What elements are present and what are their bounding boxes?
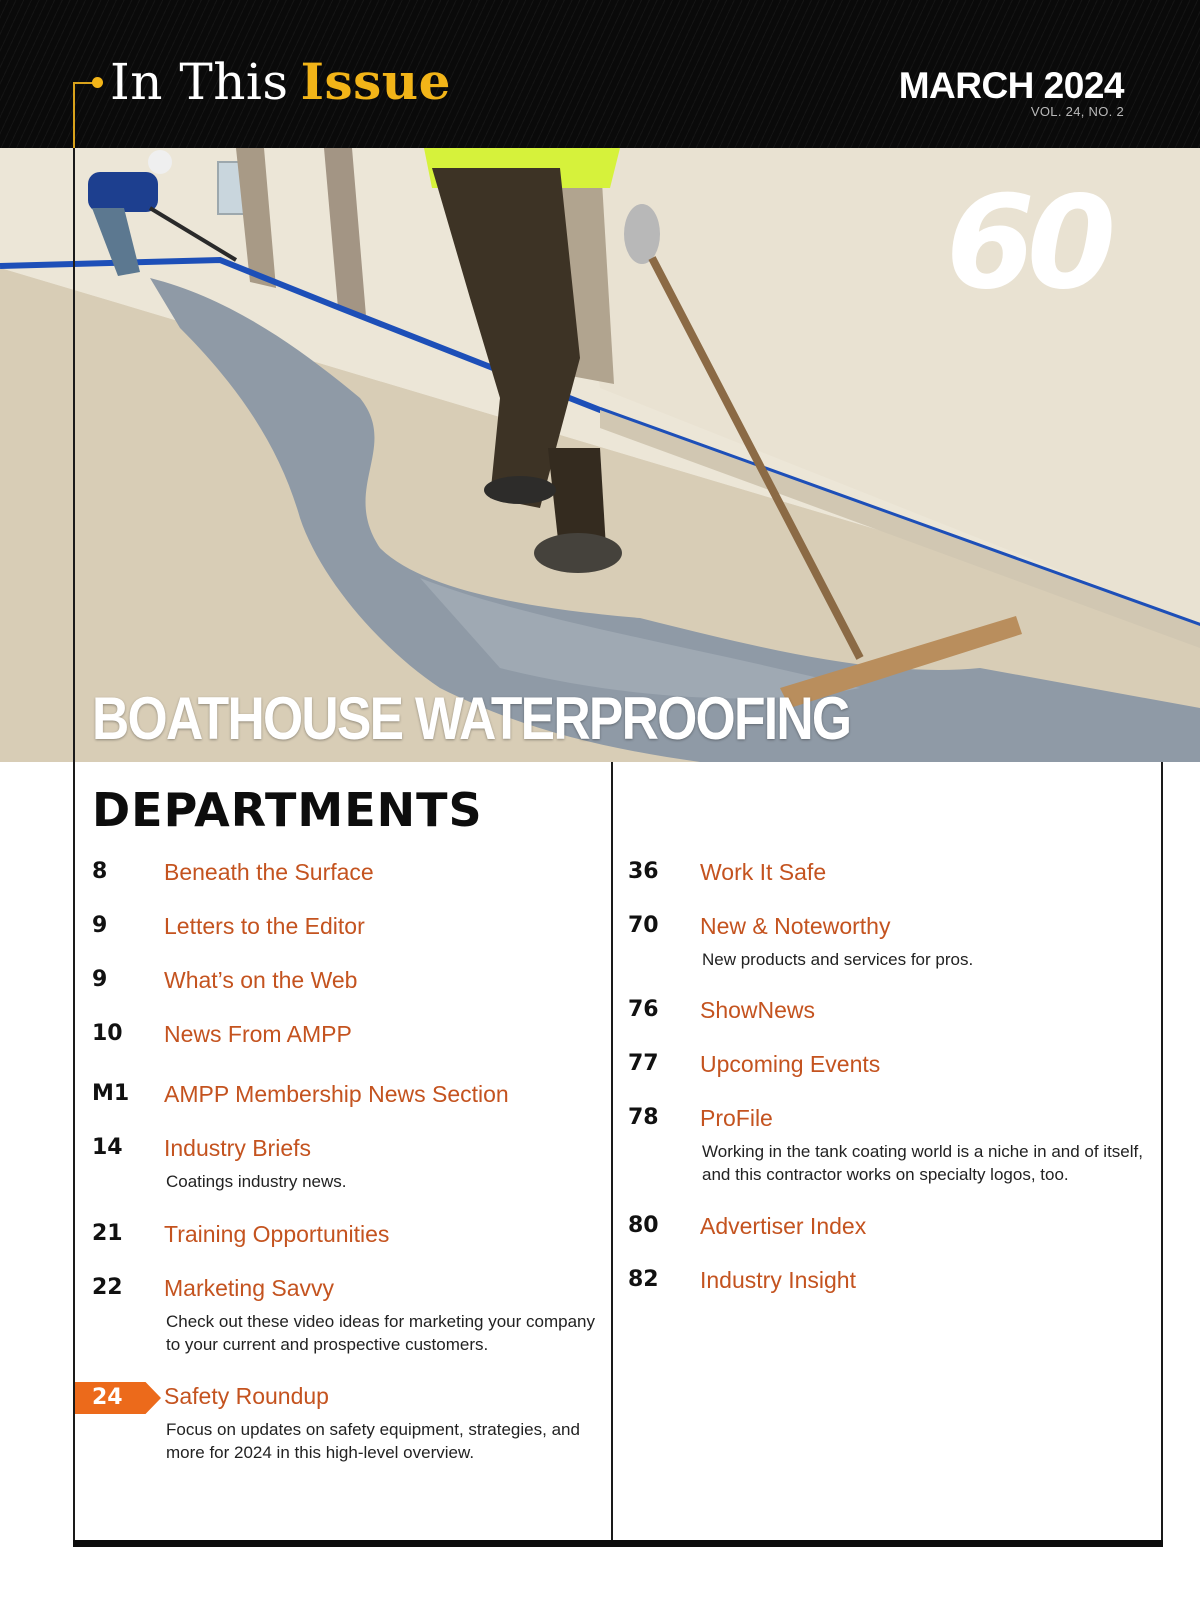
department-page-number: 8 — [92, 859, 108, 884]
department-title-link[interactable]: News From AMPP — [164, 1021, 352, 1047]
department-entry[interactable] — [92, 960, 604, 1014]
department-title-link[interactable]: Upcoming Events — [700, 1051, 881, 1077]
department-page-number: 21 — [92, 1221, 123, 1246]
department-entry[interactable] — [628, 1206, 1148, 1260]
department-page-number: 9 — [92, 967, 108, 992]
department-page-number: 36 — [628, 859, 659, 884]
department-title-link[interactable]: Beneath the Surface — [164, 859, 374, 885]
department-title-link[interactable]: ProFile — [700, 1105, 773, 1131]
frame-left-rule — [73, 148, 75, 1544]
page-title — [110, 52, 451, 112]
department-description: Check out these video ideas for marketing your company to your current and prospective customers. — [166, 1312, 596, 1354]
feature-page-number: 60 — [945, 169, 1108, 318]
department-title-link[interactable]: What’s on the Web — [164, 967, 358, 993]
issue-header — [0, 0, 1200, 148]
department-entry[interactable] — [92, 1214, 604, 1268]
department-page-number: 24 — [92, 1385, 123, 1410]
feature-hero[interactable] — [0, 148, 1200, 762]
department-description: Working in the tank coating world is a niche in and of itself, and this contractor works on specialty logos, too. — [702, 1142, 1143, 1184]
department-page-number: 22 — [92, 1275, 123, 1300]
frame-right-rule — [1161, 762, 1163, 1544]
department-description: Focus on updates on safety equipment, strategies, and more for 2024 in this high-level overview. — [166, 1420, 580, 1462]
department-page-number: 10 — [92, 1021, 123, 1046]
page-title-accent: Issue — [300, 52, 451, 111]
department-entry[interactable] — [92, 1014, 604, 1074]
department-title-link[interactable]: Letters to the Editor — [164, 913, 365, 939]
department-entry[interactable] — [92, 1128, 604, 1214]
department-entry[interactable] — [628, 852, 1148, 906]
departments-column-right — [628, 852, 1148, 1314]
departments-column-left — [92, 852, 604, 1484]
department-entry[interactable] — [628, 1098, 1148, 1206]
department-page-number: 9 — [92, 913, 108, 938]
issue-date: MARCH 2024 — [898, 65, 1124, 106]
header-dot-icon — [92, 77, 103, 88]
department-title-link[interactable]: Safety Roundup — [164, 1383, 329, 1409]
department-page-number: 80 — [628, 1213, 659, 1238]
department-title-link[interactable]: Industry Briefs — [164, 1135, 311, 1161]
department-entry[interactable] — [92, 1074, 604, 1128]
department-title-link[interactable]: New & Noteworthy — [700, 913, 891, 939]
department-entry-highlighted[interactable] — [92, 1376, 604, 1484]
department-entry[interactable] — [92, 852, 604, 906]
department-entry[interactable] — [628, 906, 1148, 990]
department-title-link[interactable]: ShowNews — [700, 997, 816, 1023]
department-title-link[interactable]: Work It Safe — [700, 859, 827, 885]
department-title-link[interactable]: Training Opportunities — [164, 1221, 390, 1247]
department-entry[interactable] — [92, 906, 604, 960]
department-entry[interactable] — [92, 1268, 604, 1376]
department-entry[interactable] — [628, 1260, 1148, 1314]
frame-column-divider — [611, 762, 613, 1544]
department-description: New products and services for pros. — [702, 950, 974, 969]
department-title-link[interactable]: Marketing Savvy — [164, 1275, 335, 1301]
issue-volume: VOL. 24, NO. 2 — [1030, 104, 1124, 119]
department-page-number: 70 — [628, 913, 659, 938]
department-description: Coatings industry news. — [166, 1172, 347, 1191]
department-entry[interactable] — [628, 990, 1148, 1044]
department-page-number: 78 — [628, 1105, 659, 1130]
department-entry[interactable] — [628, 1044, 1148, 1098]
department-title-link[interactable]: Industry Insight — [700, 1267, 856, 1293]
department-page-number: 77 — [628, 1051, 659, 1076]
department-page-number: 76 — [628, 997, 659, 1022]
department-page-number: 82 — [628, 1267, 659, 1292]
department-page-number: M1 — [92, 1081, 130, 1106]
department-title-link[interactable]: AMPP Membership News Section — [164, 1081, 509, 1107]
department-page-number: 14 — [92, 1135, 123, 1160]
feature-title[interactable]: BOATHOUSE WATERPROOFING — [92, 685, 851, 752]
frame-bottom-rule — [73, 1540, 1163, 1547]
departments-heading: DEPARTMENTS — [92, 783, 483, 837]
department-title-link[interactable]: Advertiser Index — [700, 1213, 867, 1239]
header-bracket-line — [73, 82, 97, 152]
page-title-plain: In This — [110, 53, 289, 111]
